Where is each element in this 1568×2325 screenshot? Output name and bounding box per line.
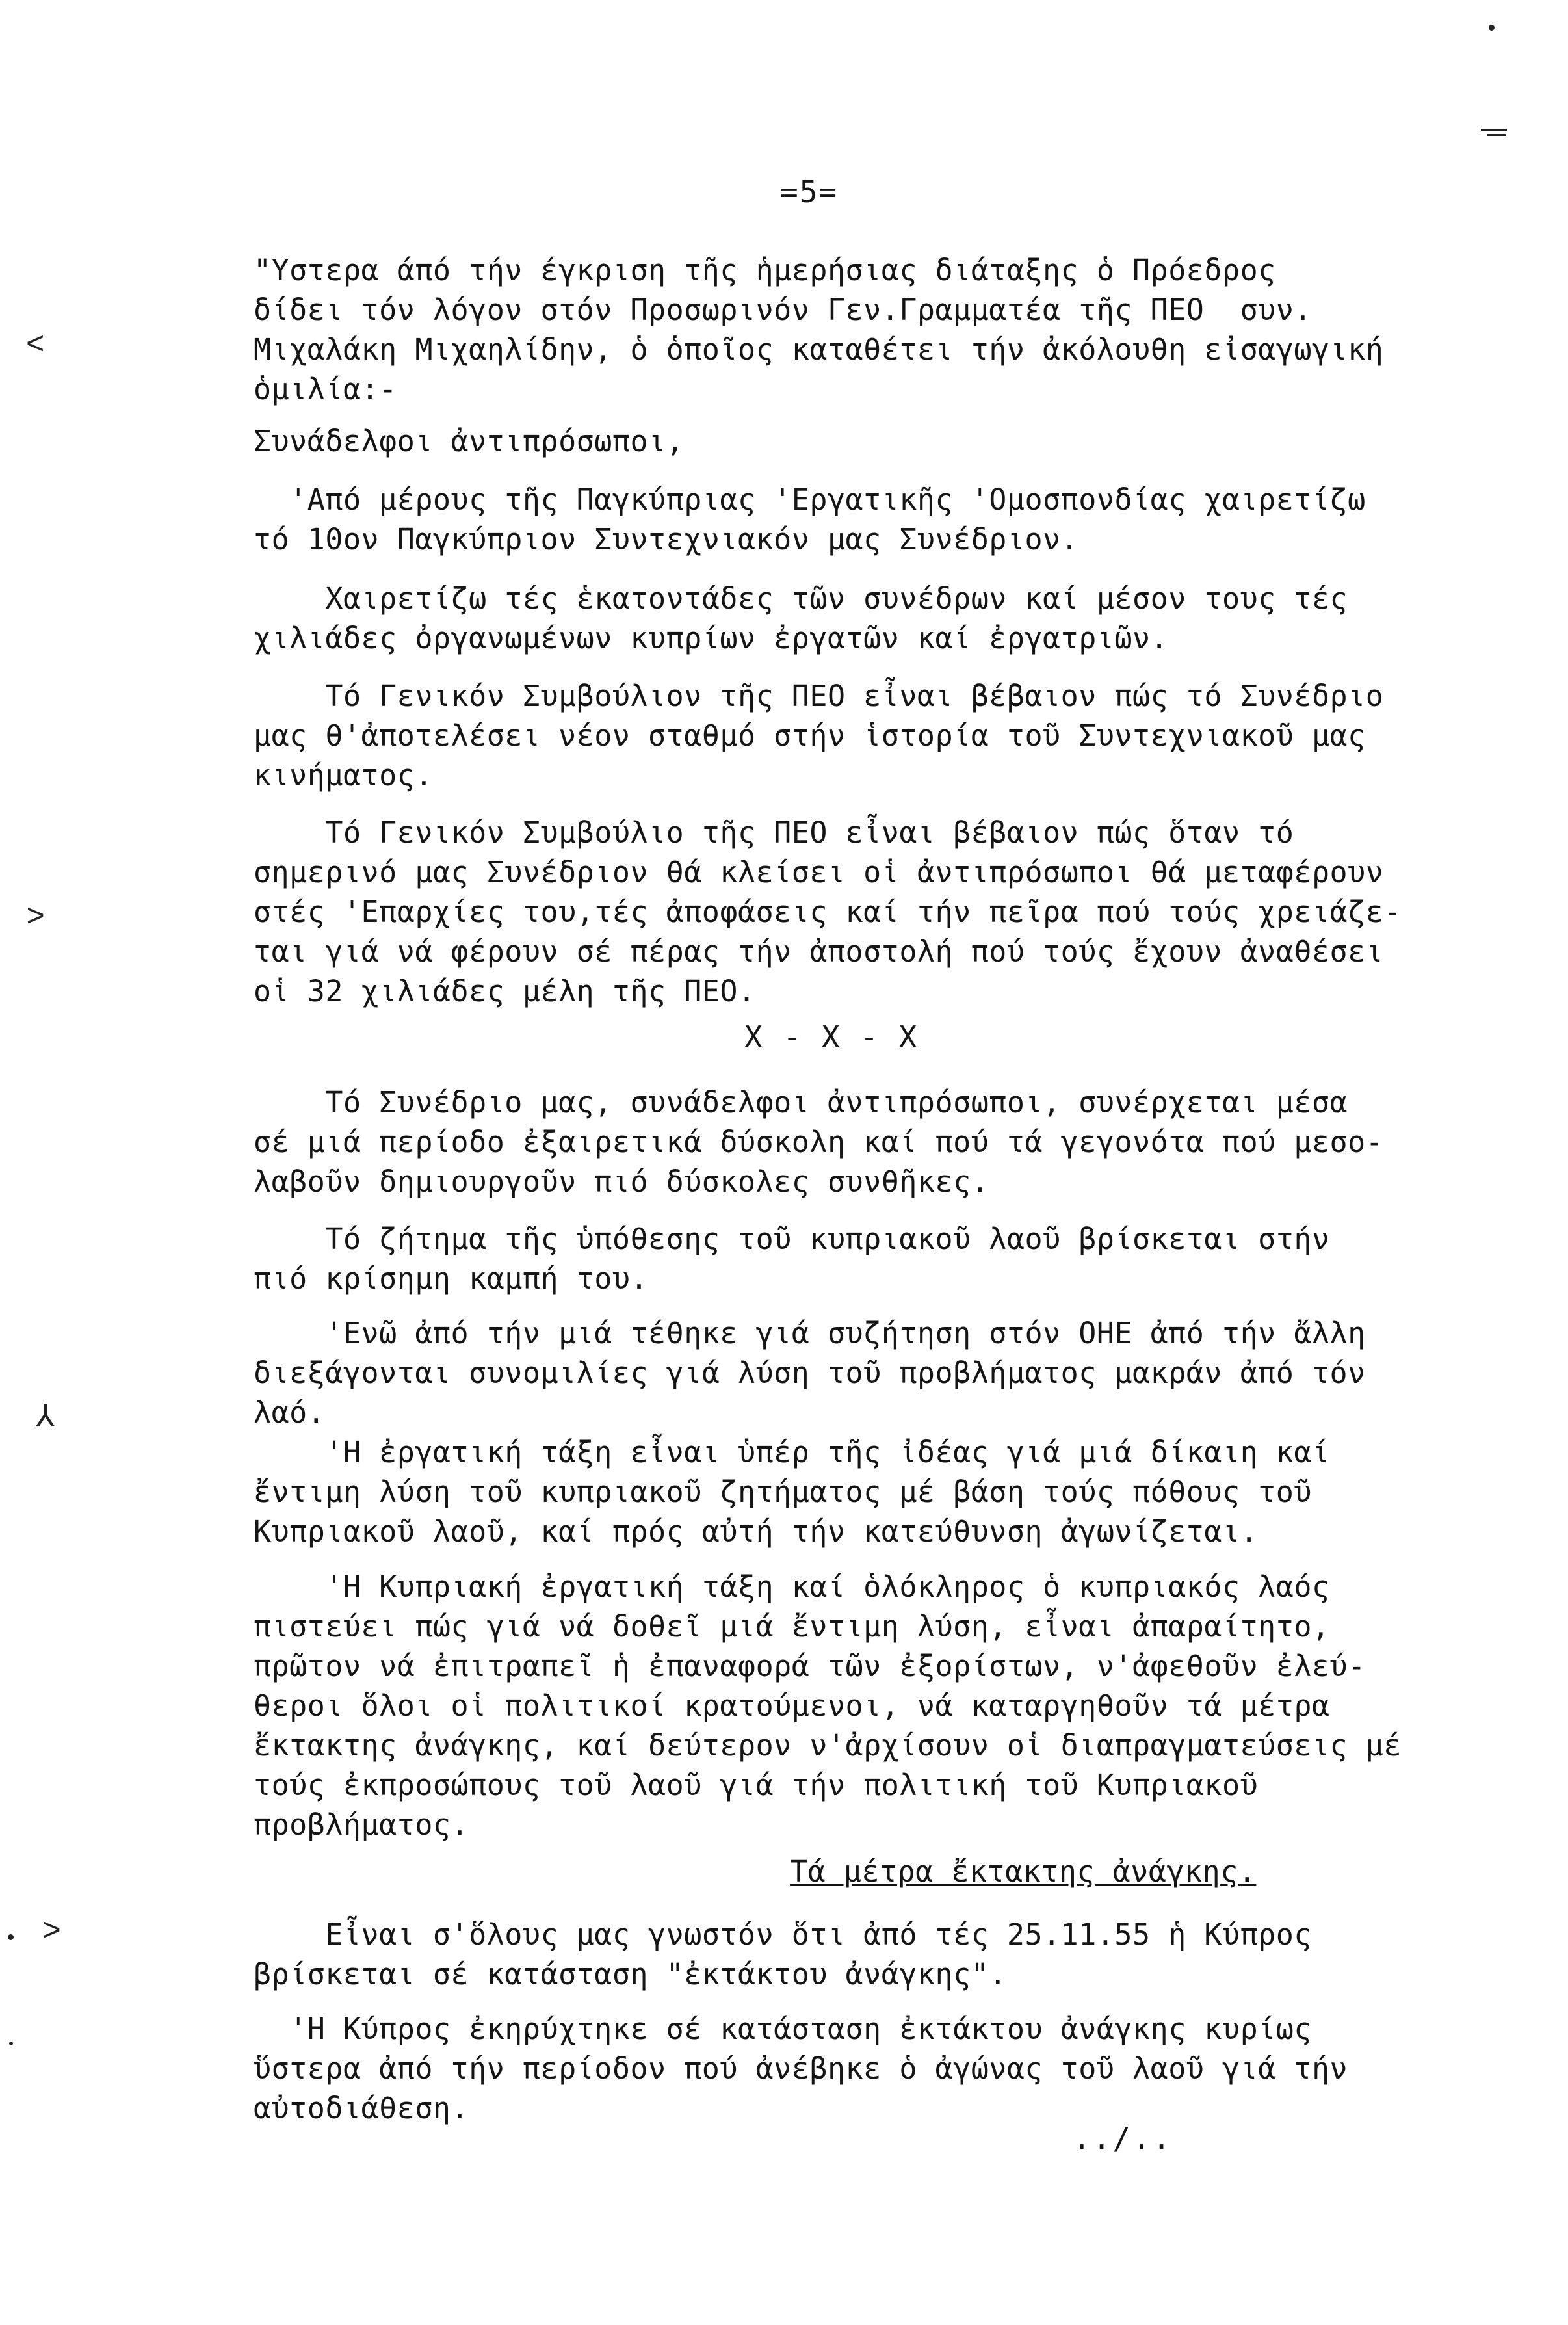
paragraph-congress-period: Τό Συνέδριο μας, συνάδελφοι ἀντιπρόσωποι, συνέρχεται μέσα σέ μιά περίοδο ἐξαιρετικά δύσκολη καί πού τά γεγονότα πού μεσο- λαβοῦν δημιουργοῦν πιό δύσκολες συνθῆκες.	[254, 1085, 1384, 1199]
paragraph-general-council-1: Τό Γενικόν Συμβούλιον τῆς ΠΕΟ εἶναι βέβαιον πώς τό Συνέδριο μας θ'ἀποτελέσει νέον σταθμό στήν ἱστορία τοῦ Συντεχνιακοῦ μας κινήματος.	[254, 679, 1384, 793]
scan-speck	[1489, 25, 1495, 31]
paragraph-salutation: Συνάδελφοι ἀντιπρόσωποι,	[254, 424, 685, 458]
paragraph-cyprus-issue: Τό ζήτημα τῆς ὑπόθεσης τοῦ κυπριακοῦ λαοῦ βρίσκεται στήν πιό κρίσημη καμπή του.	[254, 1222, 1330, 1296]
scan-dash	[1481, 129, 1507, 131]
margin-mark: ⅄	[36, 1398, 55, 1434]
paragraph-greeting: 'Από μέρους τῆς Παγκύπριας 'Εργατικῆς 'Ομοσπονδίας χαιρετίζω τό 10ον Παγκύπριον Συντεχνιακόν μας Συνέδριον.	[254, 482, 1366, 557]
paragraph-working-class: 'Η Κυπριακή ἐργατική τάξη καί ὁλόκληρος ὁ κυπριακός λαός πιστεύει πώς γιά νά δοθεῖ μιά ἔντιμη λύση, εἶναι ἀπαραίτητο, πρῶτον νά ἐπιτραπεῖ ἡ ἐπαναφορά τῶν ἐξορίστων, ν'ἀφεθοῦν ἐλεύ- θεροι ὅλοι οἱ πολιτικοί κρατούμενοι, νά καταργηθοῦν τά μέτρα ἔκτακτης ἀνάγκης, καί δεύτερον ν'ἀρχίσουν οἱ διαπραγματεύσεις μέ τούς ἐκπροσώπους τοῦ λαοῦ γιά τήν πολιτική τοῦ Κυπριακοῦ προβλήματος.	[254, 1570, 1402, 1842]
margin-mark: ˃	[26, 897, 45, 934]
paragraph-emergency-date: Εἶναι σ'ὅλους μας γνωστόν ὅτι ἀπό τές 25.11.55 ἡ Κύπρος βρίσκεται σέ κατάσταση "ἐκτάκτου ἀνάγκης".	[254, 1917, 1312, 1991]
continuation-mark: ../..	[1073, 2121, 1173, 2156]
section-separator: X - X - X	[744, 1019, 919, 1055]
paragraph-emergency-declared: 'Η Κύπρος ἐκηρύχτηκε σέ κατάσταση ἐκτάκτου ἀνάγκης κυρίως ὕστερα ἀπό τήν περίοδον πού ἀνέβηκε ὁ ἀγώνας τοῦ λαοῦ γιά τήν αὐτοδιάθεση.	[254, 2012, 1348, 2125]
paragraph-general-council-2: Τό Γενικόν Συμβούλιο τῆς ΠΕΟ εἶναι βέβαιον πώς ὅταν τό σημερινό μας Συνέδριον θά κλείσει οἱ ἀντιπρόσωποι θά μεταφέρουν στές 'Επαρχίες του,τές ἀποφάσεις καί τήν πεῖρα πού τούς χρειάζε- ται γιά νά φέρουν σέ πέρας τήν ἀποστολή πού τούς ἔχουν ἀναθέσει οἱ 32 χιλιάδες μέλη τῆς ΠΕΟ.	[254, 815, 1402, 1008]
paragraph-negotiations: 'Ενῶ ἀπό τήν μιά τέθηκε γιά συζήτηση στόν ΟΗΕ ἀπό τήν ἄλλη διεξάγονται συνομιλίες γιά λύση τοῦ προβλήματος μακράν ἀπό τόν λαό. 'Η ἐργατική τάξη εἶναι ὑπέρ τῆς ἰδέας γιά μιά δίκαιη καί ἔντιμη λύση τοῦ κυπριακοῦ ζητήματος μέ βάση τούς πόθους τοῦ Κυπριακοῦ λαοῦ, καί πρός αὐτή τήν κατεύθυνση ἀγωνίζεται.	[254, 1316, 1366, 1549]
paragraph-delegates: Χαιρετίζω τές ἑκατοντάδες τῶν συνέδρων καί μέσον τους τές χιλιάδες ὀργανωμένων κυπρίων ἐργατῶν καί ἐργατριῶν.	[254, 581, 1348, 655]
margin-mark: ˃	[42, 1911, 61, 1948]
page-number: =5=	[780, 174, 839, 209]
scan-speck	[8, 1934, 14, 1940]
scan-dash	[1487, 134, 1506, 136]
scan-speck	[9, 2042, 13, 2045]
paragraph-intro: "Υστερα άπό τήν έγκριση τῆς ἡμερήσιας διάταξης ὁ Πρόεδρος δίδει τόν λόγον στόν Προσωρινόν Γεν.Γραμματέα τῆς ΠΕΟ συν. Μιχαλάκη Μιχαηλίδην, ὁ ὁποῖος καταθέτει τήν ἀκόλουθη εἰσαγωγική ὁμιλία:-	[254, 253, 1384, 406]
margin-mark: ˂	[26, 325, 45, 361]
section-heading: Τά μέτρα ἔκτακτης ἀνάγκης.	[790, 1854, 1257, 1889]
